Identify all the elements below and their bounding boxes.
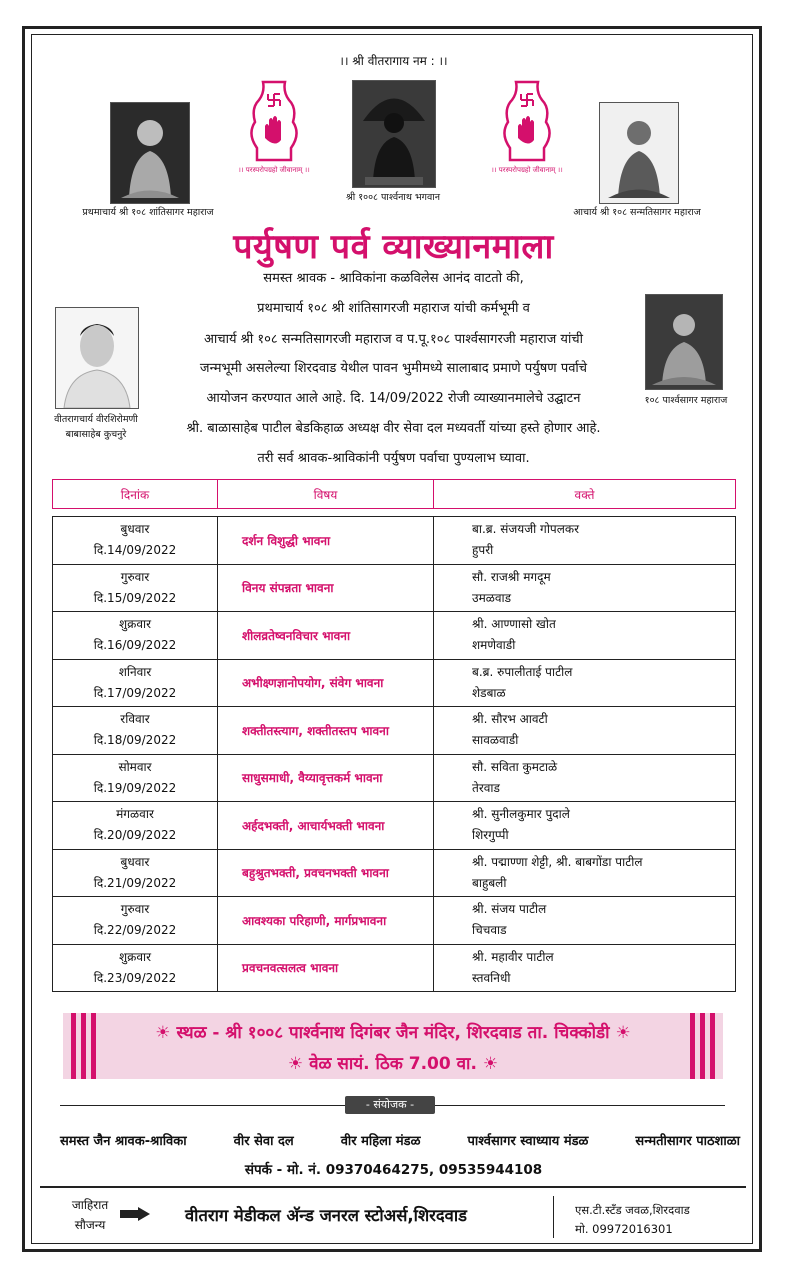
row-speaker-cell: [434, 612, 736, 660]
sponsor-label: [60, 1195, 120, 1235]
caption-left-photo: प्रथमाचार्य श्री १०८ शांतिसागर महाराज: [82, 207, 214, 218]
intro-line-1: समस्त श्रावक - श्राविकांना कळविलेस आनंद वाटतो की,: [263, 271, 524, 286]
header-speaker: वक्ते: [574, 487, 595, 502]
row-place: शेडबाळ: [472, 685, 506, 700]
row-topic: आवश्यका परिहाणी, मार्गप्रभावना: [218, 897, 434, 945]
row-place: शमणेवाडी: [472, 638, 516, 653]
row-date-cell: [53, 517, 218, 565]
row-date-cell: [53, 944, 218, 992]
intro-line-2: प्रथमाचार्य १०८ श्री शांतिसागरजी महाराज यांची कर्मभूमी व: [257, 301, 530, 316]
invocation-text: ।। श्री वीतरागाय नम : ।।: [339, 54, 448, 68]
row-speaker: श्री. संजय पाटील: [472, 902, 547, 917]
row-topic: दर्शन विशुद्धी भावना: [218, 517, 434, 565]
intro-line-7: तरी सर्व श्रावक-श्राविकांनी पर्युषण पर्वाचा पुण्यलाभ घ्यावा.: [257, 451, 530, 466]
organizer-item: सन्मतीसागर पाठशाळा: [635, 1134, 740, 1149]
row-day: मंगळवार: [116, 807, 154, 822]
emblem-motto-right: ।। परस्परोपग्रहो जीवानाम् ।।: [491, 166, 563, 174]
footer-divider: [40, 1186, 746, 1188]
row-day: शनिवार: [118, 664, 152, 679]
row-date-cell: [53, 707, 218, 755]
row-date: दि.15/09/2022: [93, 590, 177, 605]
jain-emblem-left: [245, 78, 303, 168]
sponsor-divider: [553, 1196, 554, 1238]
row-topic: अर्हदभक्ती, आचार्यभक्ती भावना: [218, 802, 434, 850]
contact-numbers: संपर्क - मो. नं. 09370464275, 09535944108: [244, 1162, 543, 1178]
row-speaker: सौ. सविता कुमटाळे: [472, 759, 558, 774]
intro-line-6: श्री. बाळासाहेब पाटील बेडकिहाळ अध्यक्ष वीर सेवा दल मध्यवर्ती यांच्या हस्ते होणार आहे.: [186, 421, 601, 436]
row-speaker: बा.ब्र. संजयजी गोपलकर: [472, 522, 579, 537]
row-date: दि.17/09/2022: [93, 685, 177, 700]
schedule-row: [53, 944, 736, 992]
seated-monk-image: [646, 295, 722, 389]
row-date: दि.22/09/2022: [93, 923, 177, 938]
row-speaker: श्री. पद्माण्णा शेट्टी, श्री. बाबगोंडा पाटील: [472, 854, 643, 869]
intro-line-5: आयोजन करण्यात आले आहे. दि. 14/09/2022 रोजी व्याख्यानमालेचे उद्घाटन: [206, 391, 581, 406]
schedule-row: [53, 802, 736, 850]
caption-right-photo: आचार्य श्री १०८ सन्मतिसागर महाराज: [573, 207, 701, 218]
row-topic: विनय संपन्नता भावना: [218, 564, 434, 612]
organizer-label: - संयोजक -: [345, 1096, 435, 1114]
row-speaker-cell: [434, 802, 736, 850]
portrait-image: [56, 308, 138, 408]
row-day: गुरुवार: [120, 569, 150, 584]
sponsor-phone: मो. 09972016301: [575, 1222, 673, 1236]
header-topic: विषय: [218, 480, 434, 509]
caption-center-photo: श्री १००८ पार्श्वनाथ भगवान: [345, 192, 441, 203]
sponsor-address-block: [575, 1201, 690, 1239]
row-date-cell: [53, 659, 218, 707]
row-speaker: श्री. सुनीलकुमार पुदाले: [472, 807, 570, 822]
emblem-motto-left: ।। परस्परोपग्रहो जीवानाम् ।।: [238, 166, 310, 174]
row-date-cell: [53, 754, 218, 802]
acharya-sanmatisagar-photo: [599, 102, 679, 204]
intro-line-4: जन्मभूमी असलेल्या शिरदवाड येथील पावन भुमीमध्ये सालाबाद प्रमाणे पर्युषण पर्वाचे: [199, 361, 588, 376]
row-date: दि.18/09/2022: [93, 733, 177, 748]
row-speaker-cell: [434, 944, 736, 992]
schedule-row: [53, 897, 736, 945]
babasaheb-photo: [55, 307, 139, 409]
schedule-row: [53, 612, 736, 660]
row-speaker-cell: [434, 517, 736, 565]
row-speaker: श्री. आण्णासो खोत: [472, 617, 556, 632]
organizer-item: वीर सेवा दल: [233, 1134, 294, 1149]
schedule-row: [53, 754, 736, 802]
venue-band: [63, 1013, 723, 1079]
row-speaker: सौ. राजश्री मगदूम: [472, 569, 551, 584]
organizer-divider-left: [60, 1105, 345, 1106]
row-speaker-cell: [434, 849, 736, 897]
row-topic: शक्तीतस्त्याग, शक्तीतस्तप भावना: [218, 707, 434, 755]
row-speaker-cell: [434, 564, 736, 612]
row-date-cell: [53, 564, 218, 612]
row-date: दि.20/09/2022: [93, 828, 177, 843]
row-day: सोमवार: [118, 759, 152, 774]
row-topic: अभीक्ष्णज्ञानोपयोग, संवेग भावना: [218, 659, 434, 707]
intro-line-3: आचार्य श्री १०८ सन्मतिसागरजी महाराज व प.पू.१०८ पार्श्वसागरजी महाराज यांची: [204, 332, 583, 347]
organizer-list: [60, 1131, 740, 1149]
row-date: दि.14/09/2022: [93, 543, 177, 558]
schedule-row: [53, 517, 736, 565]
acharya-shantisagar-photo: [110, 102, 190, 204]
row-place: बाहुबली: [472, 875, 507, 890]
row-place: हुपरी: [472, 543, 494, 558]
sponsor-label-line1: जाहिरात: [71, 1198, 109, 1212]
row-topic: शीलव्रतेष्वनविचार भावना: [218, 612, 434, 660]
caption-mid-left-line2: बाबासाहेब कुचनुरे: [65, 429, 127, 440]
schedule-row: [53, 849, 736, 897]
organizer-item: वीर महिला मंडळ: [340, 1134, 421, 1149]
sponsor-address: एस.टी.स्टँड जवळ,शिरदवाड: [575, 1203, 690, 1217]
parshvanath-idol-image: [353, 81, 435, 187]
venue-place: ☀ स्थळ - श्री १००८ पार्श्वनाथ दिगंबर जैन मंदिर, शिरदवाड ता. चिक्कोडी ☀: [155, 1023, 631, 1043]
header-date: दिनांक: [53, 480, 218, 509]
row-day: बुधवार: [120, 522, 150, 537]
jain-emblem-right: [498, 78, 556, 168]
row-place: शिरगुप्पी: [472, 828, 509, 843]
caption-mid-left-line1: वीतरागचार्य वीरशिरोमणी: [54, 414, 138, 425]
jain-symbol-icon: [498, 78, 556, 164]
row-day: गुरुवार: [120, 902, 150, 917]
organizer-divider-right: [435, 1105, 725, 1106]
row-speaker: श्री. सौरभ आवटी: [472, 712, 548, 727]
caption-mid-right: १०८ पार्श्वसागर महाराज: [644, 395, 728, 406]
schedule-row: [53, 707, 736, 755]
row-date-cell: [53, 612, 218, 660]
row-day: रविवार: [120, 712, 150, 727]
row-place: उमळवाड: [472, 590, 512, 605]
row-day: बुधवार: [120, 854, 150, 869]
row-topic: प्रवचनवत्सलत्व भावना: [218, 944, 434, 992]
sponsor-shop-name: वीतराग मेडीकल अ‍ॅन्ड जनरल स्टोअर्स,शिरदवाड: [185, 1206, 467, 1225]
row-speaker-cell: [434, 707, 736, 755]
row-date: दि.16/09/2022: [93, 638, 177, 653]
row-speaker: श्री. महावीर पाटील: [472, 949, 554, 964]
seated-monk-image: [111, 103, 189, 203]
jain-symbol-icon: [245, 78, 303, 164]
row-date: दि.19/09/2022: [93, 780, 177, 795]
row-place: चिचवाड: [472, 923, 507, 938]
row-speaker: ब.ब्र. रुपालीताई पाटील: [472, 664, 573, 679]
row-day: शुक्रवार: [118, 617, 152, 632]
row-speaker-cell: [434, 659, 736, 707]
row-topic: साधुसमाधी, वैय्यावृत्तकर्म भावना: [218, 754, 434, 802]
schedule-header: [52, 479, 736, 509]
row-topic: बहुश्रुतभक्ती, प्रवचनभक्ती भावना: [218, 849, 434, 897]
venue-time: ☀ वेळ सायं. ठिक 7.00 वा. ☀: [287, 1054, 499, 1074]
row-date-cell: [53, 897, 218, 945]
row-place: तेरवाड: [472, 780, 500, 795]
organizer-item: पार्श्वसागर स्वाध्याय मंडळ: [467, 1134, 589, 1149]
row-date-cell: [53, 802, 218, 850]
row-place: स्तवनिधी: [472, 970, 511, 985]
organizer-item: समस्त जैन श्रावक-श्राविका: [60, 1134, 187, 1149]
row-speaker-cell: [434, 897, 736, 945]
row-date: दि.21/09/2022: [93, 875, 177, 890]
schedule-row: [53, 659, 736, 707]
schedule-row: [53, 564, 736, 612]
main-title: पर्युषण पर्व व्याख्यानमाला: [233, 227, 554, 267]
sponsor-label-line2: सौजन्य: [74, 1218, 106, 1232]
row-date: दि.23/09/2022: [93, 970, 177, 985]
row-speaker-cell: [434, 754, 736, 802]
row-date-cell: [53, 849, 218, 897]
seated-monk-image: [600, 103, 678, 203]
row-day: शुक्रवार: [118, 949, 152, 964]
schedule-table: [52, 516, 736, 992]
parshvanath-photo: [352, 80, 436, 188]
row-place: सावळवाडी: [472, 733, 519, 748]
arrow-right-icon: [120, 1207, 150, 1221]
